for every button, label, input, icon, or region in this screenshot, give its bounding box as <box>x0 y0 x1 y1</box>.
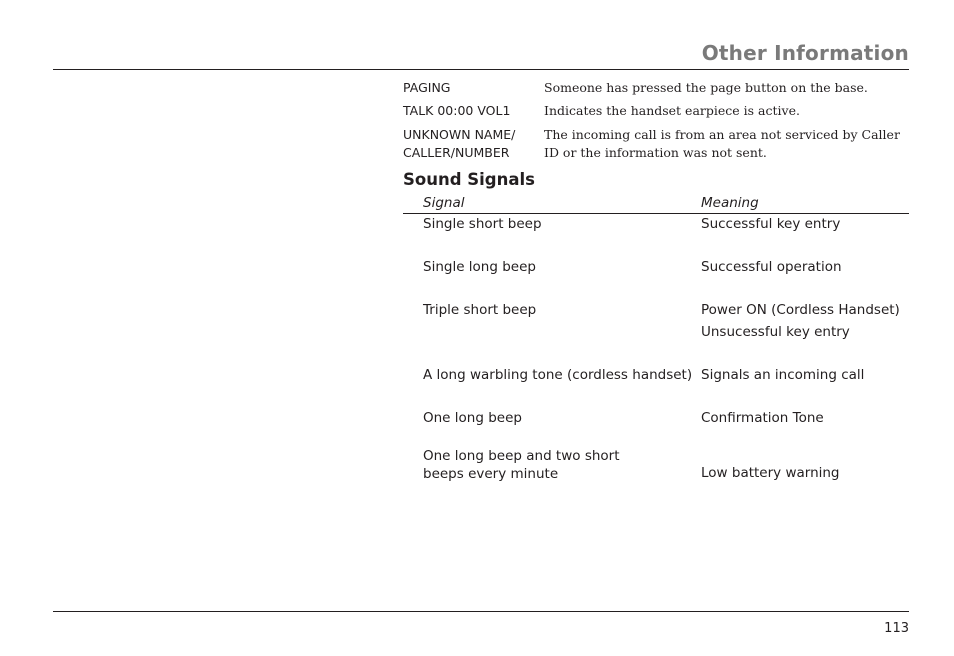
page-title: Other Information <box>701 41 909 65</box>
footer-rule <box>53 611 909 612</box>
signal-cell: Triple short beep <box>423 302 537 318</box>
column-header-meaning: Meaning <box>701 195 759 211</box>
page-number: 113 <box>884 621 909 636</box>
meaning-cell: Successful operation <box>701 259 842 275</box>
meaning-cell: Signals an incoming call <box>701 367 865 383</box>
message-description: Someone has pressed the page button on the base. <box>544 80 868 95</box>
meaning-cell: Power ON (Cordless Handset) <box>701 302 900 318</box>
message-code: PAGING <box>403 80 451 95</box>
message-description: Indicates the handset earpiece is active. <box>544 103 800 118</box>
column-header-signal: Signal <box>423 195 465 211</box>
header-rule <box>53 69 909 70</box>
message-code: UNKNOWN NAME/ CALLER/NUMBER <box>403 127 516 160</box>
meaning-cell: Confirmation Tone <box>701 410 824 426</box>
signal-cell: Single long beep <box>423 259 536 275</box>
section-heading: Sound Signals <box>403 170 535 189</box>
signal-cell: One long beep <box>423 410 522 426</box>
signal-cell: One long beep and two short beeps every minute <box>423 448 620 482</box>
header-underline <box>403 213 909 214</box>
sound-signals-table <box>403 192 909 492</box>
meaning-cell: Unsucessful key entry <box>701 324 850 340</box>
signal-cell: Single short beep <box>423 216 542 232</box>
message-description: The incoming call is from an area not serviced by Caller ID or the information was not sent. <box>544 127 900 160</box>
message-code: TALK 00:00 VOL1 <box>403 103 511 118</box>
meaning-cell: Successful key entry <box>701 216 841 232</box>
signal-cell: A long warbling tone (cordless handset) <box>423 367 693 383</box>
meaning-cell: Low battery warning <box>701 465 840 481</box>
